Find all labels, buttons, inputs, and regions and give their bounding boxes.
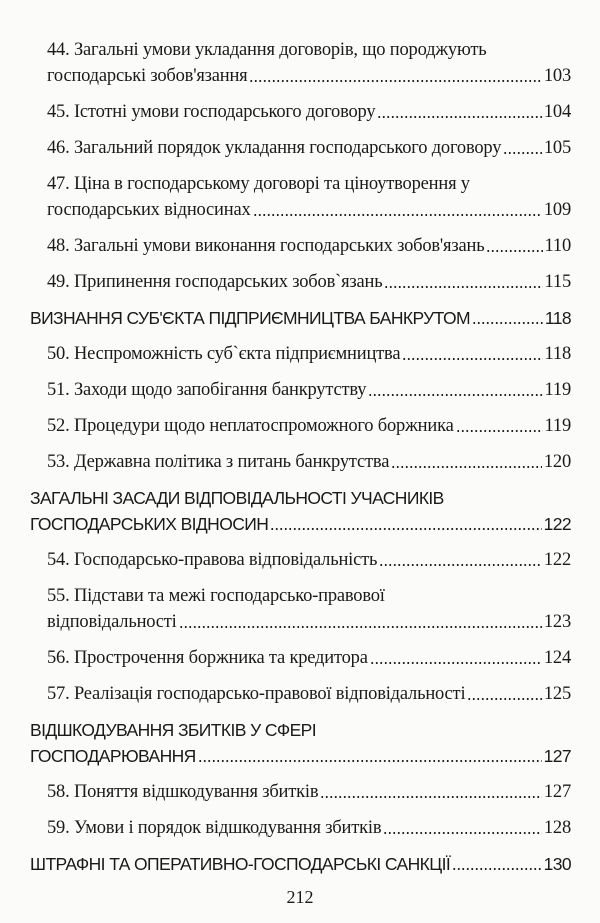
toc-entry-title: ШТРАФНІ ТА ОПЕРАТИВНО-ГОСПОДАРСЬКІ САНКЦІЇ <box>30 854 451 874</box>
toc-entry-title: 45. Істотні умови господарського договору <box>47 102 376 122</box>
toc-entry-leader-line <box>47 377 571 403</box>
toc-page-number: 119 <box>544 380 571 400</box>
toc-entry <box>30 171 571 223</box>
page-number: 212 <box>286 887 314 907</box>
toc-page-number: 104 <box>543 102 571 122</box>
toc-page-number: 103 <box>543 66 571 86</box>
toc-page-number: 127 <box>543 746 571 766</box>
toc-page-number: 115 <box>544 272 571 292</box>
toc-entry <box>30 37 571 89</box>
dot-leader <box>402 358 542 360</box>
toc-entry-title-line: 47. Ціна в господарському договорі та ціноутворення у <box>47 174 470 194</box>
dot-leader <box>486 250 542 252</box>
dot-leader <box>249 80 541 82</box>
toc-entry-title: господарські зобов'язання <box>47 66 248 86</box>
toc-entry-leader-line <box>47 233 571 259</box>
toc-page-number: 125 <box>543 684 571 704</box>
toc-entry-title-line: ВІДШКОДУВАННЯ ЗБИТКІВ У СФЕРІ <box>30 720 316 740</box>
toc-entry-leader-line <box>30 511 571 537</box>
toc-entry <box>30 815 571 841</box>
toc-entry-leader-line <box>47 63 571 89</box>
toc-entry <box>30 583 571 635</box>
toc-entry-title: 57. Реалізація господарсько-правової відповідальності <box>47 684 466 704</box>
toc-entry <box>30 377 571 403</box>
toc-entry-title: господарських відносинах <box>47 200 251 220</box>
dot-leader <box>456 430 543 432</box>
toc-section-heading <box>30 485 571 537</box>
toc-entry-title: 46. Загальний порядок укладання господарського договору <box>47 138 502 158</box>
toc-page-number: 130 <box>543 854 571 874</box>
dot-leader <box>472 322 543 324</box>
toc-entry-title: ВИЗНАННЯ СУБ'ЄКТА ПІДПРИЄМНИЦТВА БАНКРУТОМ <box>30 308 470 328</box>
toc-entry <box>30 449 571 475</box>
dot-leader <box>270 528 541 530</box>
toc-page-number: 118 <box>544 308 571 328</box>
toc-entry-title: 54. Господарсько-правова відповідальність <box>47 550 378 570</box>
toc-section-heading <box>30 717 571 769</box>
toc-entry-title-line: ЗАГАЛЬНІ ЗАСАДИ ВІДПОВІДАЛЬНОСТІ УЧАСНИКІВ <box>30 488 444 508</box>
dot-leader <box>379 564 542 566</box>
toc-entry-title: ГОСПОДАРЮВАННЯ <box>30 746 196 766</box>
toc-page-number: 128 <box>543 818 571 838</box>
toc-entry-leader-line <box>47 449 571 475</box>
dot-leader <box>384 286 542 288</box>
toc-entry <box>30 681 571 707</box>
dot-leader <box>179 626 542 628</box>
toc-page-number: 110 <box>544 236 571 256</box>
dot-leader <box>368 394 542 396</box>
toc-entry-title: 59. Умови і порядок відшкодування збитків <box>47 818 382 838</box>
toc-page-number: 123 <box>543 612 571 632</box>
toc-entry <box>30 341 571 367</box>
dot-leader <box>320 796 541 798</box>
toc-entry-title-line: 55. Підстави та межі господарсько-правової <box>47 586 385 606</box>
toc-entry-title: 56. Прострочення боржника та кредитора <box>47 648 368 668</box>
toc-entry-leader-line <box>47 413 571 439</box>
toc-page-number: 119 <box>544 416 571 436</box>
dot-leader <box>253 214 542 216</box>
toc-page-number: 122 <box>543 550 571 570</box>
toc-entry-leader-line <box>47 681 571 707</box>
toc-entry-title: відповідальності <box>47 612 177 632</box>
dot-leader <box>370 662 542 664</box>
toc-entry-leader-line <box>47 779 571 805</box>
toc-entry <box>30 233 571 259</box>
toc-section-heading <box>30 305 571 331</box>
dot-leader <box>503 152 542 154</box>
toc-entry <box>30 779 571 805</box>
dot-leader <box>198 760 542 762</box>
toc-entry-title: 52. Процедури щодо неплатоспроможного боржника <box>47 416 454 436</box>
dot-leader <box>383 832 541 834</box>
toc-entry-leader-line <box>30 851 571 877</box>
toc-page-number: 127 <box>543 782 571 802</box>
toc-entry <box>30 413 571 439</box>
toc-entry-leader-line <box>47 197 571 223</box>
toc-entry-title: 50. Неспроможність суб`єкта підприємництва <box>47 344 401 364</box>
toc-entry-leader-line <box>47 645 571 671</box>
toc-page-number: 105 <box>543 138 571 158</box>
dot-leader <box>467 698 541 700</box>
toc-entry <box>30 547 571 573</box>
toc-page-number: 122 <box>543 514 571 534</box>
toc-entry-leader-line <box>47 609 571 635</box>
toc-entry-leader-line <box>47 547 571 573</box>
toc-entry <box>30 99 571 125</box>
toc-page-number: 120 <box>543 452 571 472</box>
toc-entry <box>30 269 571 295</box>
toc-entry-title: ГОСПОДАРСЬКИХ ВІДНОСИН <box>30 514 269 534</box>
toc-entry-leader-line <box>47 341 571 367</box>
toc-entry-leader-line <box>30 743 571 769</box>
toc-page-number: 109 <box>543 200 571 220</box>
toc-entry <box>30 135 571 161</box>
toc-page-number: 118 <box>544 344 571 364</box>
toc-entry <box>30 645 571 671</box>
toc-entry-title: 53. Державна політика з питань банкрутства <box>47 452 390 472</box>
toc-entry-leader-line <box>47 815 571 841</box>
toc-entry-title-line: 44. Загальні умови укладання договорів, що породжують <box>47 40 487 60</box>
toc-page-number: 124 <box>543 648 571 668</box>
toc-entry-leader-line <box>30 305 571 331</box>
table-of-contents <box>30 37 571 887</box>
dot-leader <box>377 116 541 118</box>
dot-leader <box>391 466 542 468</box>
toc-section-heading <box>30 851 571 877</box>
toc-entry-title: 51. Заходи щодо запобігання банкрутству <box>47 380 367 400</box>
dot-leader <box>452 868 541 870</box>
toc-entry-title: 58. Поняття відшкодування збитків <box>47 782 319 802</box>
toc-entry-leader-line <box>47 135 571 161</box>
toc-entry-leader-line <box>47 99 571 125</box>
toc-entry-title: 49. Припинення господарських зобов`язань <box>47 272 383 292</box>
toc-entry-leader-line <box>47 269 571 295</box>
toc-entry-title: 48. Загальні умови виконання господарських зобов'язань <box>47 236 485 256</box>
